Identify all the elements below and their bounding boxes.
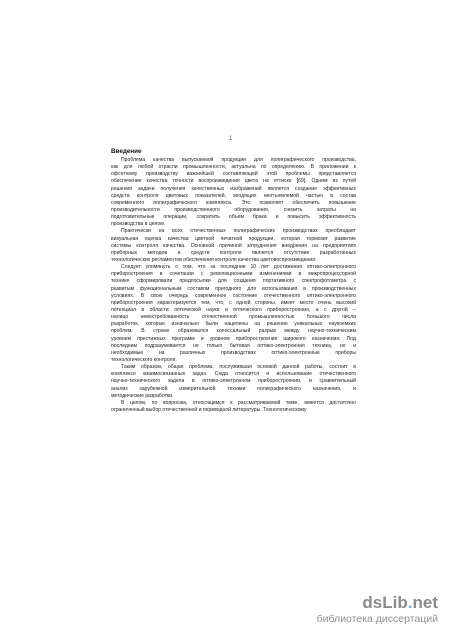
text-line: методические разработки. (111, 392, 174, 399)
text-line: подготовительные операции, сократить объем брака и повысить эффективность (111, 214, 356, 221)
text-line: приборостроения характеризуется тем, что, с одной стороны, имеет место очень высокий (111, 299, 356, 306)
text-line: приборостроения в сочетании с революционными изменениями в микропроцессорной (111, 271, 356, 278)
text-line: последним подразумевается не только бытовая оптико-электронная техника, но и (111, 342, 356, 349)
text-line: комплексе взаимосвязанных задач. Сюда относится и использование отечественного (111, 371, 356, 378)
paragraph (111, 228, 356, 264)
text-line: анализ зарубежной измерительной техники полиграфического назначения, и (111, 385, 356, 392)
text-line: Таким образом, общая проблема, послужившая основой данной работы, состоит в (121, 364, 356, 371)
paragraph (111, 400, 356, 414)
body-text (111, 157, 356, 414)
text-line: технологических регламентов обеспечения контроля качества цветовоспроизведения. (111, 256, 317, 263)
text-line: ограниченный выбор отечественной и переводной литературы. Технологическому (111, 406, 307, 413)
paragraph (111, 157, 356, 228)
text-line: условиях. В свою очередь современное состояние отечественного оптико-электронного (111, 292, 356, 299)
text-line: средств контроля цветовых показателей, входящих неотъемлемой частью в состав (111, 192, 356, 199)
text-line: визуальная оценка качества цветной печатной продукции, которая тормозит развитие (111, 235, 356, 242)
text-line: как для любой отрасли промышленности, актуальна по определению. В приложении к (111, 164, 356, 171)
text-line: офсетному производству важнейшей составляющей этой проблемы представляется (111, 171, 356, 178)
text-line: приборных методов и средств контроля является отсутствие разработанных (111, 249, 356, 256)
text-line: налицо невостребованность отечественной промышленностью большого числа (111, 314, 356, 321)
text-line: потенциал в области оптической науки и оптического приборостроения, а с другой – (111, 306, 356, 313)
paragraph (111, 264, 356, 364)
text-line: научно-технического задела в оптико-электронном приборостроении, и сравнительный (111, 378, 356, 385)
dslib-watermark (317, 594, 438, 626)
text-line: технике сформировали предпосылки для создания портативного спектрофотометра с (111, 278, 356, 285)
text-line: развитым функциональным составом пригодного для использования в производственных (111, 285, 356, 292)
section-heading: Введение (111, 148, 142, 155)
text-line: Следует упомянуть о том, что за последние 10 лет достижения оптико-электронного (121, 264, 356, 271)
paragraph (111, 364, 356, 400)
text-line: производства в целом. (111, 221, 166, 228)
dslib-logo: dsLib.net (362, 593, 438, 612)
text-line: уровнем престижных программ и уровнем приборостроения широкого назначения. Под (111, 335, 356, 342)
text-line: проблем. В стране образовался колоссальный разрыв между научно-техническим (111, 328, 356, 335)
page-number: 1 (229, 136, 233, 142)
dslib-tagline: библиотека диссертаций (316, 613, 438, 625)
text-line: необходимые на различных производствах оптико-электронные приборы (111, 349, 356, 356)
text-line: системы контроля качества. Основной причиной затруднения внедрения на предприятиях (111, 242, 356, 249)
text-line: обеспечение качества точности воспроизведения цвета на оттиске [69]. Одним из путей (111, 178, 356, 185)
text-line: производительности производственного оборудования, снизить затраты на (111, 206, 356, 213)
text-line: современного полиграфического комплекса. Это позволяет обеспечить повышение (111, 199, 356, 206)
text-line: Практически на всех отечественных полиграфических производствах преобладает (121, 228, 356, 235)
text-line: В целом, по вопросам, относящимся к рассматриваемой теме, имеется достаточно (121, 399, 356, 406)
text-line: технологического контроля. (111, 356, 177, 363)
text-line: Проблема качества выпускаемой продукции для полиграфического производства, (121, 157, 356, 163)
text-line: решения задачи получения качественных изображений является создание эффективных (111, 185, 356, 192)
text-line: разработок, которые изначально были нацелены на решение уникальных наукоемких (111, 321, 356, 328)
